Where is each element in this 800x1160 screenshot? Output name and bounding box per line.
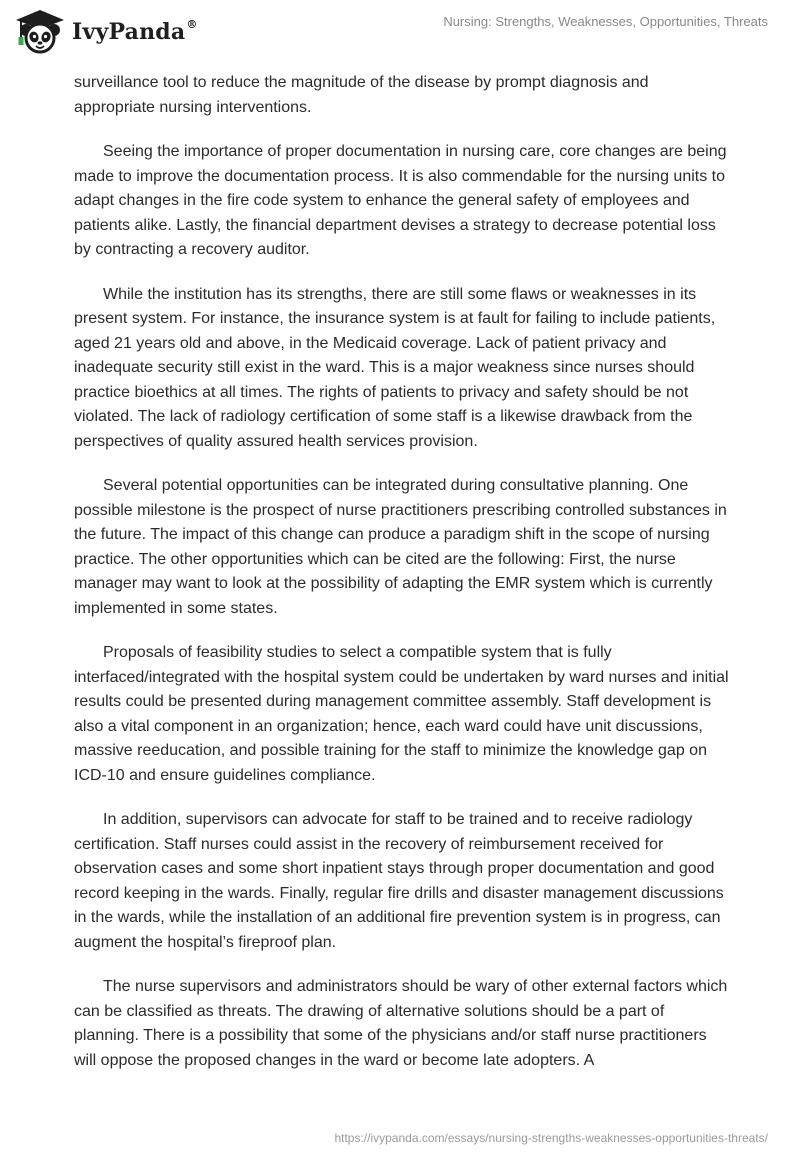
brand-name: IvyPanda® <box>72 17 198 45</box>
paragraph: While the institution has its strengths, there are still some flaws or weaknesses in its present system. For instance, the insurance system is at fault for failing to include patients, aged 21 years old and above, in the Medicaid coverage. Lack of patient privacy and inadequate security still exist in the ward. This is a major weakness since nurses should practice bioethics at all times. The rights of patients to privacy and safety should be not violated. The lack of radiology certification of some staff is a likewise drawback from the perspectives of quality assured health services provision. <box>74 285 716 450</box>
paragraph: Several potential opportunities can be integrated during consultative planning. One possible milestone is the prospect of nurse practitioners prescribing controlled substances in the future. The impact of this change can produce a paradigm shift in the scope of nursing practice. The other opportunities which can be cited are the following: First, the nurse manager may want to look at the possibility of adapting the EMR system which is currently implemented in some states. <box>74 477 727 617</box>
paragraph: Proposals of feasibility studies to select a compatible system that is fully interfaced/integrated with the hospital system could be undertaken by ward nurses and initial results could be presented during management committee assembly. Staff development is also a vital component in an organization; hence, each ward could have unit discussions, massive reeducation, and possible training for the staff to minimize the knowledge gap on ICD-10 and ensure guidelines compliance. <box>74 644 729 784</box>
essay-body <box>74 71 730 1093</box>
paragraph: In addition, supervisors can advocate for staff to be trained and to receive radiology certification. Staff nurses could assist in the recovery of reimbursement received for observation cases and some short inpatient stays through proper documentation and good record keeping in the wards. Finally, regular fire drills and disaster management discussions in the wards, while the installation of an additional fire prevention system is in progress, can augment the hospital’s fireproof plan. <box>74 811 724 951</box>
document-title: Nursing: Strengths, Weaknesses, Opportunities, Threats <box>443 14 768 29</box>
panda-graduate-icon <box>14 8 66 54</box>
page-header <box>0 0 800 64</box>
paragraph: surveillance tool to reduce the magnitude of the disease by prompt diagnosis and appropriate nursing interventions. <box>74 74 649 116</box>
paragraph: The nurse supervisors and administrators should be wary of other external factors which can be classified as threats. The drawing of alternative solutions should be a part of planning. There is a possibility that some of the physicians and/or staff nurse practitioners will oppose the proposed changes in the ward or become late adopters. A <box>74 978 728 1069</box>
paragraph: Seeing the importance of proper documentation in nursing care, core changes are being made to improve the documentation process. It is also commendable for the nursing units to adapt changes in the fire code system to enhance the general safety of employees and patients alike. Lastly, the financial department devises a strategy to decrease potential loss by contracting a recovery auditor. <box>74 143 727 258</box>
source-url[interactable]: https://ivypanda.com/essays/nursing-strengths-weaknesses-opportunities-threats/ <box>334 1131 768 1145</box>
site-logo[interactable] <box>14 8 198 54</box>
